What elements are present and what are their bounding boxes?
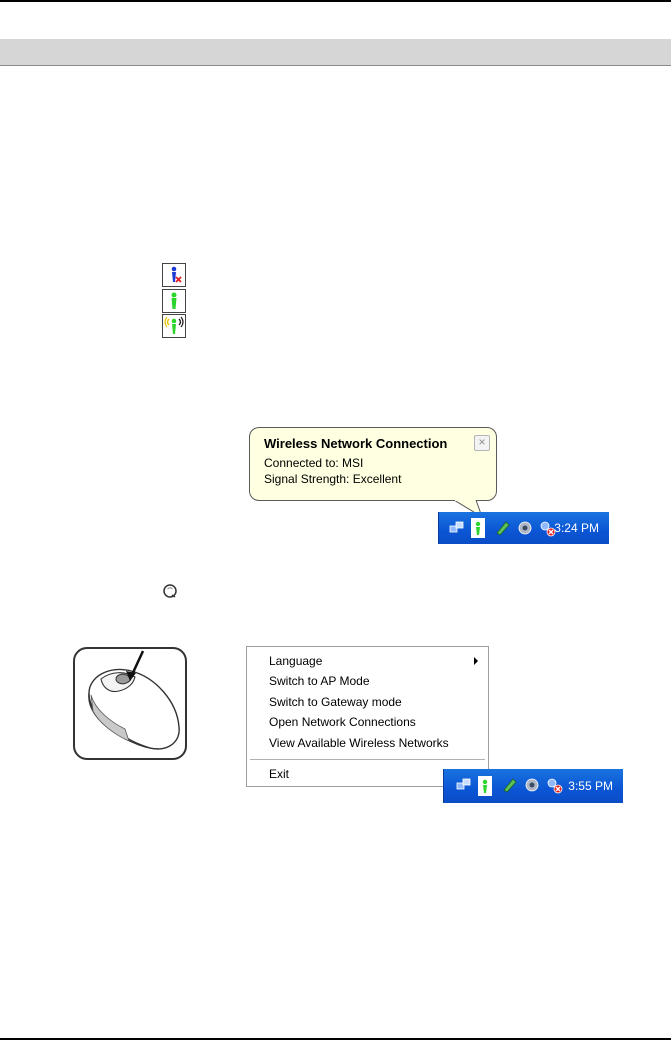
signal-antenna-icon: [162, 314, 186, 338]
bullet-icon: [163, 584, 177, 598]
network-icon[interactable]: [456, 777, 472, 793]
menu-item-view-wireless-networks[interactable]: View Available Wireless Networks: [269, 736, 449, 750]
balloon-close-button[interactable]: ×: [474, 435, 490, 451]
security-alert-icon[interactable]: [539, 520, 555, 536]
volume-icon[interactable]: [524, 777, 540, 793]
menu-item-switch-gateway-mode[interactable]: Switch to Gateway mode: [269, 695, 402, 709]
bottom-rule: [0, 1038, 671, 1040]
pen-icon[interactable]: [502, 777, 518, 793]
connection-balloon-tooltip: [249, 427, 497, 501]
taskbar-clock: 3:55 PM: [568, 779, 613, 793]
submenu-arrow-icon: [474, 657, 478, 665]
taskbar-tray-bottom: [443, 769, 623, 803]
menu-item-open-network-connections[interactable]: Open Network Connections: [269, 715, 416, 729]
menu-item-exit[interactable]: Exit: [269, 767, 290, 781]
balloon-title: Wireless Network Connection: [264, 436, 448, 451]
disconnected-antenna-icon: [162, 263, 186, 287]
taskbar-clock: 3:24 PM: [554, 521, 599, 535]
section-header-bar: [0, 39, 671, 66]
volume-icon[interactable]: [517, 520, 533, 536]
wireless-utility-icon[interactable]: [471, 518, 485, 538]
pen-icon[interactable]: [495, 520, 511, 536]
network-icon[interactable]: [449, 520, 465, 536]
menu-separator: [250, 759, 485, 760]
taskbar-tray-top: [438, 512, 609, 544]
menu-item-switch-ap-mode[interactable]: Switch to AP Mode: [269, 674, 370, 688]
connected-antenna-icon: [162, 289, 186, 313]
mouse-right-click-icon: [73, 647, 187, 760]
menu-item-label: Language: [269, 654, 323, 668]
tray-context-menu: [246, 646, 489, 787]
connected-to-text: Connected to: MSI: [264, 456, 364, 470]
signal-strength-text: Signal Strength: Excellent: [264, 472, 402, 486]
top-rule: [0, 0, 671, 2]
security-alert-icon[interactable]: [546, 777, 562, 793]
wireless-utility-icon[interactable]: [478, 776, 492, 796]
menu-item-language[interactable]: [269, 654, 488, 668]
